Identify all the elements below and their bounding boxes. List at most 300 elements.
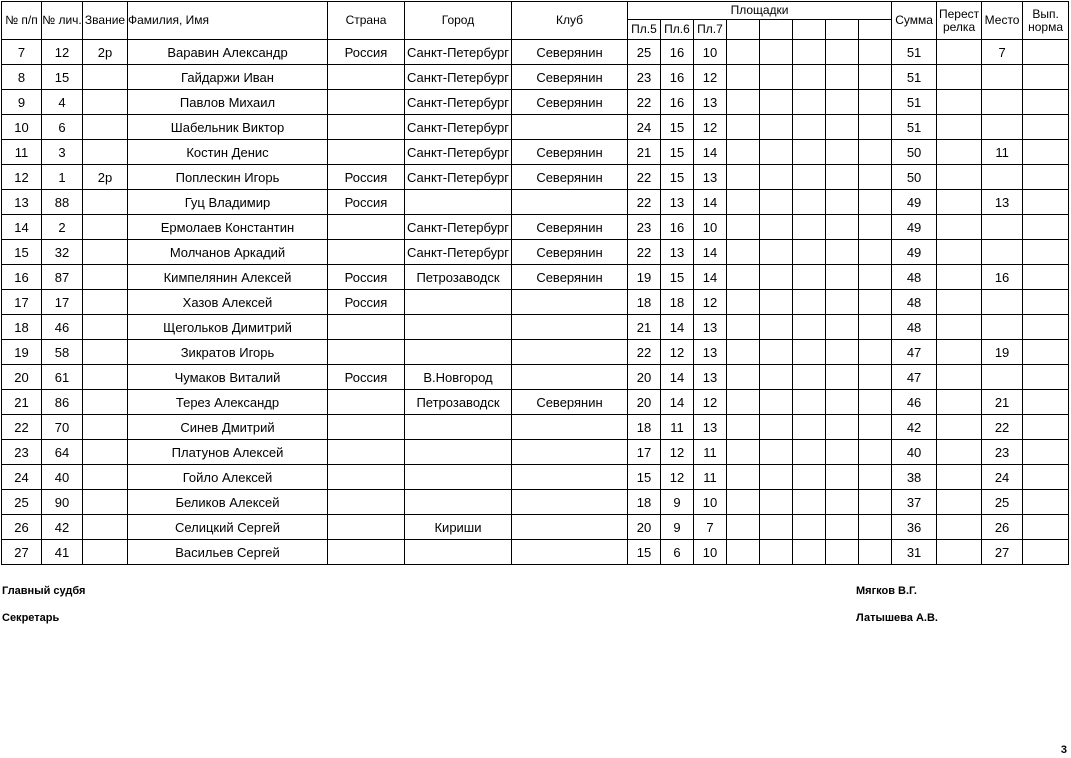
header-lich: № лич. (42, 2, 83, 40)
cell-empty (826, 340, 859, 365)
cell-lich: 88 (42, 190, 83, 215)
cell-pereskrelka (937, 215, 982, 240)
cell-np: 11 (2, 140, 42, 165)
cell-pl7: 12 (694, 115, 727, 140)
cell-pl5: 22 (628, 340, 661, 365)
cell-pl5: 20 (628, 515, 661, 540)
cell-country (328, 140, 405, 165)
cell-city (405, 190, 512, 215)
cell-place (982, 115, 1023, 140)
header-empty (727, 20, 760, 40)
cell-empty (760, 140, 793, 165)
cell-sum: 48 (892, 315, 937, 340)
cell-empty (727, 490, 760, 515)
cell-pl5: 21 (628, 140, 661, 165)
cell-lich: 32 (42, 240, 83, 265)
cell-sum: 42 (892, 415, 937, 440)
cell-empty (826, 515, 859, 540)
cell-zvanie: 2р (83, 165, 128, 190)
cell-np: 19 (2, 340, 42, 365)
cell-norma (1023, 290, 1069, 315)
header-pl5: Пл.5 (628, 20, 661, 40)
cell-empty (826, 115, 859, 140)
cell-norma (1023, 365, 1069, 390)
cell-pl7: 13 (694, 165, 727, 190)
cell-empty (859, 215, 892, 240)
cell-lich: 40 (42, 465, 83, 490)
cell-norma (1023, 65, 1069, 90)
cell-pl5: 18 (628, 490, 661, 515)
cell-np: 26 (2, 515, 42, 540)
cell-sum: 36 (892, 515, 937, 540)
cell-pereskrelka (937, 40, 982, 65)
cell-pl6: 15 (661, 165, 694, 190)
cell-np: 16 (2, 265, 42, 290)
cell-city (405, 290, 512, 315)
cell-empty (760, 240, 793, 265)
cell-place (982, 240, 1023, 265)
cell-lich: 42 (42, 515, 83, 540)
cell-empty (793, 40, 826, 65)
cell-empty (793, 240, 826, 265)
header-pl6: Пл.6 (661, 20, 694, 40)
cell-empty (859, 465, 892, 490)
cell-pl5: 23 (628, 215, 661, 240)
cell-lich: 87 (42, 265, 83, 290)
cell-zvanie (83, 490, 128, 515)
cell-pereskrelka (937, 365, 982, 390)
cell-name: Платунов Алексей (128, 440, 328, 465)
cell-empty (760, 415, 793, 440)
cell-city (405, 465, 512, 490)
table-row (2, 215, 1069, 240)
cell-np: 22 (2, 415, 42, 440)
cell-pl7: 7 (694, 515, 727, 540)
cell-name: Гуц Владимир (128, 190, 328, 215)
cell-country (328, 440, 405, 465)
cell-empty (727, 215, 760, 240)
cell-country (328, 490, 405, 515)
cell-city: Петрозаводск (405, 390, 512, 415)
cell-place: 7 (982, 40, 1023, 65)
cell-np: 25 (2, 490, 42, 515)
cell-lich: 70 (42, 415, 83, 440)
cell-club: Северянин (512, 65, 628, 90)
cell-pl5: 22 (628, 240, 661, 265)
cell-norma (1023, 265, 1069, 290)
cell-empty (760, 265, 793, 290)
header-empty (793, 20, 826, 40)
cell-pereskrelka (937, 415, 982, 440)
cell-zvanie (83, 390, 128, 415)
cell-norma (1023, 240, 1069, 265)
cell-place: 27 (982, 540, 1023, 565)
cell-empty (859, 190, 892, 215)
cell-empty (859, 290, 892, 315)
cell-country: Россия (328, 365, 405, 390)
cell-empty (760, 290, 793, 315)
cell-club: Северянин (512, 240, 628, 265)
cell-city (405, 315, 512, 340)
cell-empty (760, 315, 793, 340)
header-np: № п/п (2, 2, 42, 40)
cell-empty (760, 215, 793, 240)
cell-pereskrelka (937, 65, 982, 90)
cell-name: Терез Александр (128, 390, 328, 415)
cell-pl7: 10 (694, 215, 727, 240)
cell-name: Беликов Алексей (128, 490, 328, 515)
cell-empty (793, 415, 826, 440)
cell-empty (760, 515, 793, 540)
cell-city: Санкт-Петербург (405, 240, 512, 265)
cell-pl5: 25 (628, 40, 661, 65)
cell-empty (859, 165, 892, 190)
cell-pl7: 12 (694, 290, 727, 315)
cell-empty (727, 165, 760, 190)
cell-pereskrelka (937, 265, 982, 290)
cell-empty (727, 340, 760, 365)
cell-country (328, 415, 405, 440)
cell-pl7: 14 (694, 140, 727, 165)
cell-zvanie (83, 465, 128, 490)
cell-club (512, 365, 628, 390)
table-row (2, 315, 1069, 340)
cell-empty (793, 190, 826, 215)
cell-pl6: 9 (661, 490, 694, 515)
cell-empty (859, 265, 892, 290)
cell-np: 8 (2, 65, 42, 90)
cell-city: В.Новгород (405, 365, 512, 390)
cell-sum: 47 (892, 365, 937, 390)
cell-name: Ермолаев Константин (128, 215, 328, 240)
cell-pl7: 12 (694, 65, 727, 90)
cell-pereskrelka (937, 315, 982, 340)
cell-pl7: 13 (694, 315, 727, 340)
cell-norma (1023, 90, 1069, 115)
cell-country (328, 515, 405, 540)
cell-pl6: 13 (661, 240, 694, 265)
table-row (2, 265, 1069, 290)
cell-np: 17 (2, 290, 42, 315)
cell-zvanie (83, 265, 128, 290)
cell-name: Синев Дмитрий (128, 415, 328, 440)
cell-lich: 41 (42, 540, 83, 565)
cell-pereskrelka (937, 515, 982, 540)
cell-norma (1023, 190, 1069, 215)
cell-empty (727, 540, 760, 565)
cell-empty (760, 190, 793, 215)
cell-empty (793, 265, 826, 290)
cell-lich: 4 (42, 90, 83, 115)
cell-country (328, 115, 405, 140)
cell-pereskrelka (937, 140, 982, 165)
cell-empty (793, 515, 826, 540)
cell-lich: 86 (42, 390, 83, 415)
cell-sum: 38 (892, 465, 937, 490)
cell-pereskrelka (937, 240, 982, 265)
cell-empty (760, 390, 793, 415)
cell-country: Россия (328, 40, 405, 65)
cell-pereskrelka (937, 540, 982, 565)
cell-zvanie (83, 240, 128, 265)
cell-country: Россия (328, 190, 405, 215)
cell-name: Поплескин Игорь (128, 165, 328, 190)
cell-name: Кимпелянин Алексей (128, 265, 328, 290)
cell-empty (826, 240, 859, 265)
cell-zvanie (83, 515, 128, 540)
cell-pl6: 16 (661, 90, 694, 115)
cell-empty (859, 540, 892, 565)
cell-pl6: 15 (661, 140, 694, 165)
cell-empty (826, 140, 859, 165)
cell-norma (1023, 115, 1069, 140)
secretary-name: Латышева А.В. (856, 612, 938, 624)
cell-np: 9 (2, 90, 42, 115)
cell-pl6: 14 (661, 365, 694, 390)
table-row (2, 240, 1069, 265)
cell-pl7: 14 (694, 265, 727, 290)
cell-pereskrelka (937, 190, 982, 215)
cell-pl6: 14 (661, 390, 694, 415)
cell-sum: 46 (892, 390, 937, 415)
page-number: 3 (1060, 744, 1067, 756)
cell-empty (727, 315, 760, 340)
cell-empty (859, 365, 892, 390)
table-row (2, 190, 1069, 215)
cell-sum: 51 (892, 115, 937, 140)
cell-zvanie (83, 190, 128, 215)
cell-country (328, 340, 405, 365)
cell-pereskrelka (937, 340, 982, 365)
cell-zvanie (83, 215, 128, 240)
cell-club: Северянин (512, 140, 628, 165)
cell-empty (793, 390, 826, 415)
cell-norma (1023, 465, 1069, 490)
cell-sum: 47 (892, 340, 937, 365)
table-row (2, 115, 1069, 140)
cell-place: 24 (982, 465, 1023, 490)
cell-city: Петрозаводск (405, 265, 512, 290)
cell-name: Селицкий Сергей (128, 515, 328, 540)
results-body (2, 40, 1069, 565)
cell-empty (826, 540, 859, 565)
cell-pl6: 16 (661, 40, 694, 65)
cell-lich: 2 (42, 215, 83, 240)
cell-name: Молчанов Аркадий (128, 240, 328, 265)
cell-name: Хазов Алексей (128, 290, 328, 315)
table-row (2, 465, 1069, 490)
cell-empty (760, 465, 793, 490)
cell-place (982, 90, 1023, 115)
cell-empty (727, 140, 760, 165)
cell-lich: 64 (42, 440, 83, 465)
cell-pl6: 11 (661, 415, 694, 440)
cell-sum: 49 (892, 190, 937, 215)
cell-zvanie: 2р (83, 40, 128, 65)
cell-empty (727, 390, 760, 415)
cell-norma (1023, 390, 1069, 415)
cell-empty (793, 140, 826, 165)
cell-pl5: 18 (628, 290, 661, 315)
cell-zvanie (83, 540, 128, 565)
cell-np: 7 (2, 40, 42, 65)
cell-pl6: 9 (661, 515, 694, 540)
cell-empty (826, 390, 859, 415)
table-row (2, 390, 1069, 415)
cell-pl5: 22 (628, 90, 661, 115)
cell-pl5: 22 (628, 165, 661, 190)
cell-place: 25 (982, 490, 1023, 515)
cell-pl5: 19 (628, 265, 661, 290)
cell-name: Зикратов Игорь (128, 340, 328, 365)
cell-pl6: 13 (661, 190, 694, 215)
header-zvanie: Звание (83, 2, 128, 40)
cell-np: 27 (2, 540, 42, 565)
cell-pl6: 16 (661, 215, 694, 240)
cell-pereskrelka (937, 490, 982, 515)
secretary-label: Секретарь (2, 612, 60, 624)
chief-judge-name: Мягков В.Г. (856, 585, 917, 597)
cell-empty (760, 490, 793, 515)
cell-pereskrelka (937, 115, 982, 140)
cell-club: Северянин (512, 90, 628, 115)
cell-empty (793, 540, 826, 565)
cell-country (328, 65, 405, 90)
cell-country (328, 90, 405, 115)
cell-zvanie (83, 290, 128, 315)
cell-lich: 15 (42, 65, 83, 90)
cell-norma (1023, 140, 1069, 165)
cell-empty (793, 115, 826, 140)
cell-pl6: 18 (661, 290, 694, 315)
cell-empty (727, 515, 760, 540)
cell-np: 24 (2, 465, 42, 490)
cell-place (982, 315, 1023, 340)
cell-empty (760, 115, 793, 140)
cell-zvanie (83, 415, 128, 440)
cell-norma (1023, 340, 1069, 365)
table-row (2, 440, 1069, 465)
cell-np: 15 (2, 240, 42, 265)
cell-empty (760, 165, 793, 190)
cell-place (982, 290, 1023, 315)
cell-lich: 3 (42, 140, 83, 165)
cell-empty (826, 265, 859, 290)
cell-empty (727, 415, 760, 440)
cell-pl6: 15 (661, 115, 694, 140)
cell-place: 19 (982, 340, 1023, 365)
cell-empty (826, 465, 859, 490)
cell-sum: 40 (892, 440, 937, 465)
cell-country (328, 315, 405, 340)
cell-zvanie (83, 315, 128, 340)
cell-empty (859, 340, 892, 365)
cell-pl7: 12 (694, 390, 727, 415)
cell-place: 11 (982, 140, 1023, 165)
cell-pl6: 15 (661, 265, 694, 290)
cell-empty (760, 40, 793, 65)
cell-empty (727, 240, 760, 265)
cell-name: Варавин Александр (128, 40, 328, 65)
cell-empty (760, 440, 793, 465)
chief-judge-label: Главный судбя (2, 585, 86, 597)
cell-city (405, 540, 512, 565)
cell-club: Северянин (512, 165, 628, 190)
cell-empty (826, 490, 859, 515)
cell-lich: 90 (42, 490, 83, 515)
cell-empty (826, 65, 859, 90)
cell-empty (793, 215, 826, 240)
cell-empty (727, 115, 760, 140)
cell-empty (760, 340, 793, 365)
header-club: Клуб (512, 2, 628, 40)
cell-pl5: 15 (628, 465, 661, 490)
cell-pl5: 23 (628, 65, 661, 90)
cell-empty (760, 90, 793, 115)
cell-name: Чумаков Виталий (128, 365, 328, 390)
cell-empty (727, 265, 760, 290)
cell-pl6: 14 (661, 315, 694, 340)
cell-country (328, 390, 405, 415)
cell-name: Гойло Алексей (128, 465, 328, 490)
cell-empty (826, 365, 859, 390)
cell-pl5: 17 (628, 440, 661, 465)
cell-norma (1023, 440, 1069, 465)
cell-pereskrelka (937, 90, 982, 115)
cell-city: Санкт-Петербург (405, 140, 512, 165)
cell-sum: 51 (892, 40, 937, 65)
cell-empty (760, 65, 793, 90)
table-row (2, 140, 1069, 165)
table-row (2, 90, 1069, 115)
cell-norma (1023, 490, 1069, 515)
table-row (2, 515, 1069, 540)
cell-zvanie (83, 115, 128, 140)
cell-sum: 37 (892, 490, 937, 515)
cell-club: Северянин (512, 40, 628, 65)
header-empty (826, 20, 859, 40)
cell-city (405, 340, 512, 365)
cell-club: Северянин (512, 265, 628, 290)
cell-city: Кириши (405, 515, 512, 540)
cell-pl7: 11 (694, 465, 727, 490)
cell-sum: 49 (892, 215, 937, 240)
cell-lich: 61 (42, 365, 83, 390)
cell-lich: 6 (42, 115, 83, 140)
cell-empty (793, 465, 826, 490)
cell-empty (859, 115, 892, 140)
cell-empty (793, 65, 826, 90)
table-row (2, 40, 1069, 65)
cell-country (328, 465, 405, 490)
header-mesto: Место (982, 2, 1023, 40)
cell-empty (727, 440, 760, 465)
cell-empty (859, 440, 892, 465)
cell-club (512, 465, 628, 490)
cell-pl7: 13 (694, 90, 727, 115)
cell-pl7: 10 (694, 540, 727, 565)
cell-empty (859, 40, 892, 65)
cell-place: 13 (982, 190, 1023, 215)
cell-city (405, 490, 512, 515)
cell-empty (826, 190, 859, 215)
cell-lich: 12 (42, 40, 83, 65)
cell-sum: 50 (892, 140, 937, 165)
cell-np: 14 (2, 215, 42, 240)
cell-empty (727, 90, 760, 115)
cell-place: 21 (982, 390, 1023, 415)
cell-empty (859, 240, 892, 265)
